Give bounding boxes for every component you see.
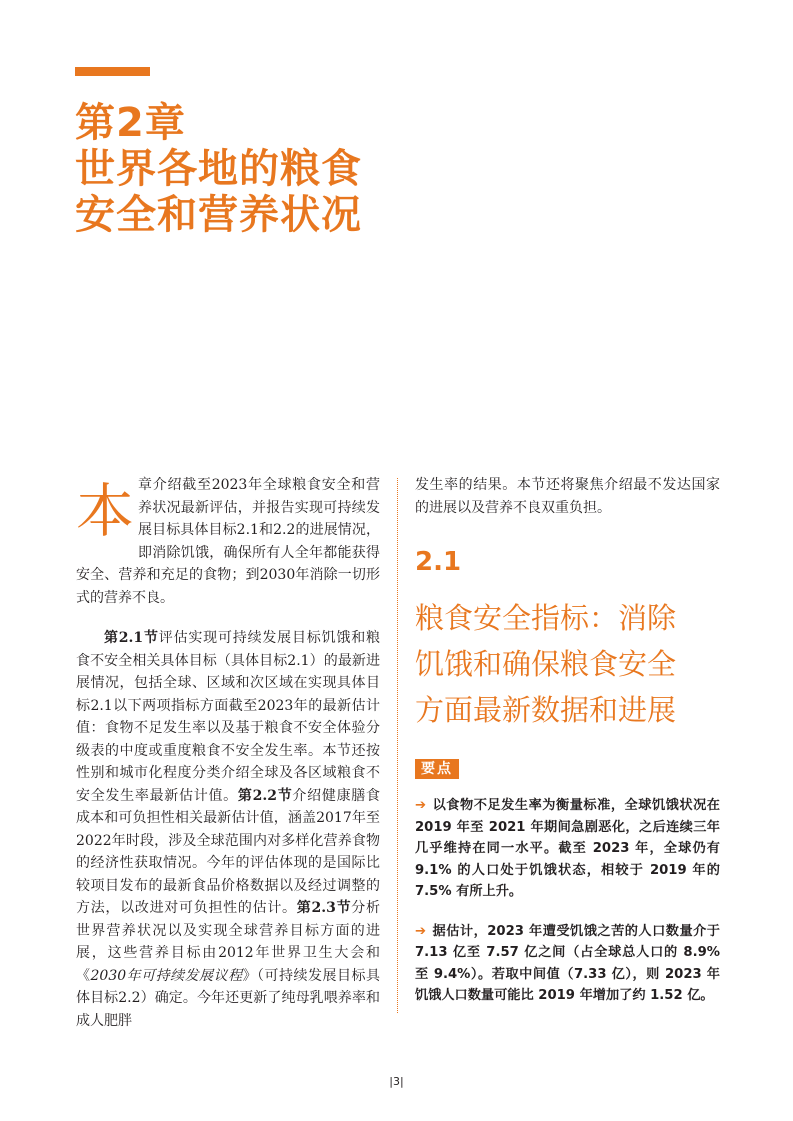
chapter-title-line-2: 安全和营养状况: [75, 192, 362, 238]
accent-bar: [75, 67, 150, 76]
agenda-title: 2030年可持续发展议程: [90, 967, 243, 984]
chapter-title: [75, 100, 362, 238]
left-column: [76, 474, 380, 1032]
section-2-3-text: 分析世界营养状况以及实现全球营养目标方面的进展，这些营养目标由2012年世界卫生大会和《: [76, 900, 381, 984]
section-ref-2-2: 第2.2节: [237, 787, 293, 804]
chapter-number: 第2章: [75, 100, 186, 146]
section-title: [415, 595, 720, 733]
section-title-line-1: 粮食安全指标：消除: [415, 601, 677, 635]
arrow-right-icon: ➔: [415, 923, 427, 939]
continuation-paragraph: 发生率的结果。本节还将聚焦介绍最不发达国家的进展以及营养不良双重负担。: [415, 477, 720, 516]
section-title-line-2: 饥饿和确保粮食安全: [415, 647, 677, 681]
sections-paragraph: [76, 627, 380, 1032]
dropcap: 本: [76, 477, 135, 545]
section-2-3-end: 》（可持续发展目标具体目标2.2）确定。今年还更新了纯母乳喂养率和成人肥胖: [76, 967, 380, 1029]
section-2-1-text: 评估实现可持续发展目标饥饿和粮食不安全相关具体目标（具体目标2.1）的最新进展情况，包括全球、区域和次区域在实现具体目标2.1以下两项指标方面截至2023年的最新估计值：食物不足发生率以及基于粮食不安全体验分级表的中度或重度粮食不安全发生率。本节还按性别和城市化程度分类介绍全球及各区域粮食不安全发生率最新估计值。: [76, 630, 380, 804]
page-number: |3|: [389, 1075, 404, 1088]
right-column: [415, 474, 720, 1007]
section-ref-2-3: 第2.3节: [296, 900, 352, 916]
section-title-line-3: 方面最新数据和进展: [415, 693, 677, 727]
section-number: 2.1: [415, 547, 462, 577]
key-point-text: 以食物不足发生率为衡量标准，全球饥饿状况在 2019 年至 2021 年期间急剧恶化，之后连续三年几乎维持在同一水平。截至 2023 年，全球仍有 9.1% 的人口处于饥饿状态，相较于 2019 年的 7.5% 有所上升。: [415, 798, 720, 899]
column-divider: [397, 478, 398, 1013]
section-ref-2-1: 第2.1节: [104, 630, 159, 646]
chapter-title-line-1: 世界各地的粮食: [75, 146, 362, 192]
key-point-text: 据估计，2023 年遭受饥饿之苦的人口数量介于 7.13 亿至 7.57 亿之间（占全球总人口的 8.9% 至 9.4%）。若取中间值（7.33 亿），则 2023 年饥饿人口数量可能比 2019 年增加了约 1.52 亿。: [415, 923, 720, 1003]
intro-paragraph: [76, 474, 380, 609]
intro-text: 章介绍截至2023年全球粮食安全和营养状况最新评估，并报告实现可持续发展目标具体目标2.1和2.2的进展情况，即消除饥饿，确保所有人全年都能获得安全、营养和充足的食物；到2030年消除一切形式的营养不良。: [76, 477, 380, 606]
arrow-right-icon: ➔: [415, 798, 427, 813]
key-points-label: 要点: [415, 759, 459, 779]
section-2-2-text: 介绍健康膳食成本和可负担性相关最新估计值，涵盖2017年至2022年时段，涉及全球范围内对多样化营养食物的经济性获取情况。今年的评估体现的是国际比较项目发布的最新食品价格数据以及经过调整的方法，以改进对可负担性的估计。: [76, 787, 381, 916]
key-point: [415, 921, 720, 1007]
key-point: [415, 795, 720, 903]
